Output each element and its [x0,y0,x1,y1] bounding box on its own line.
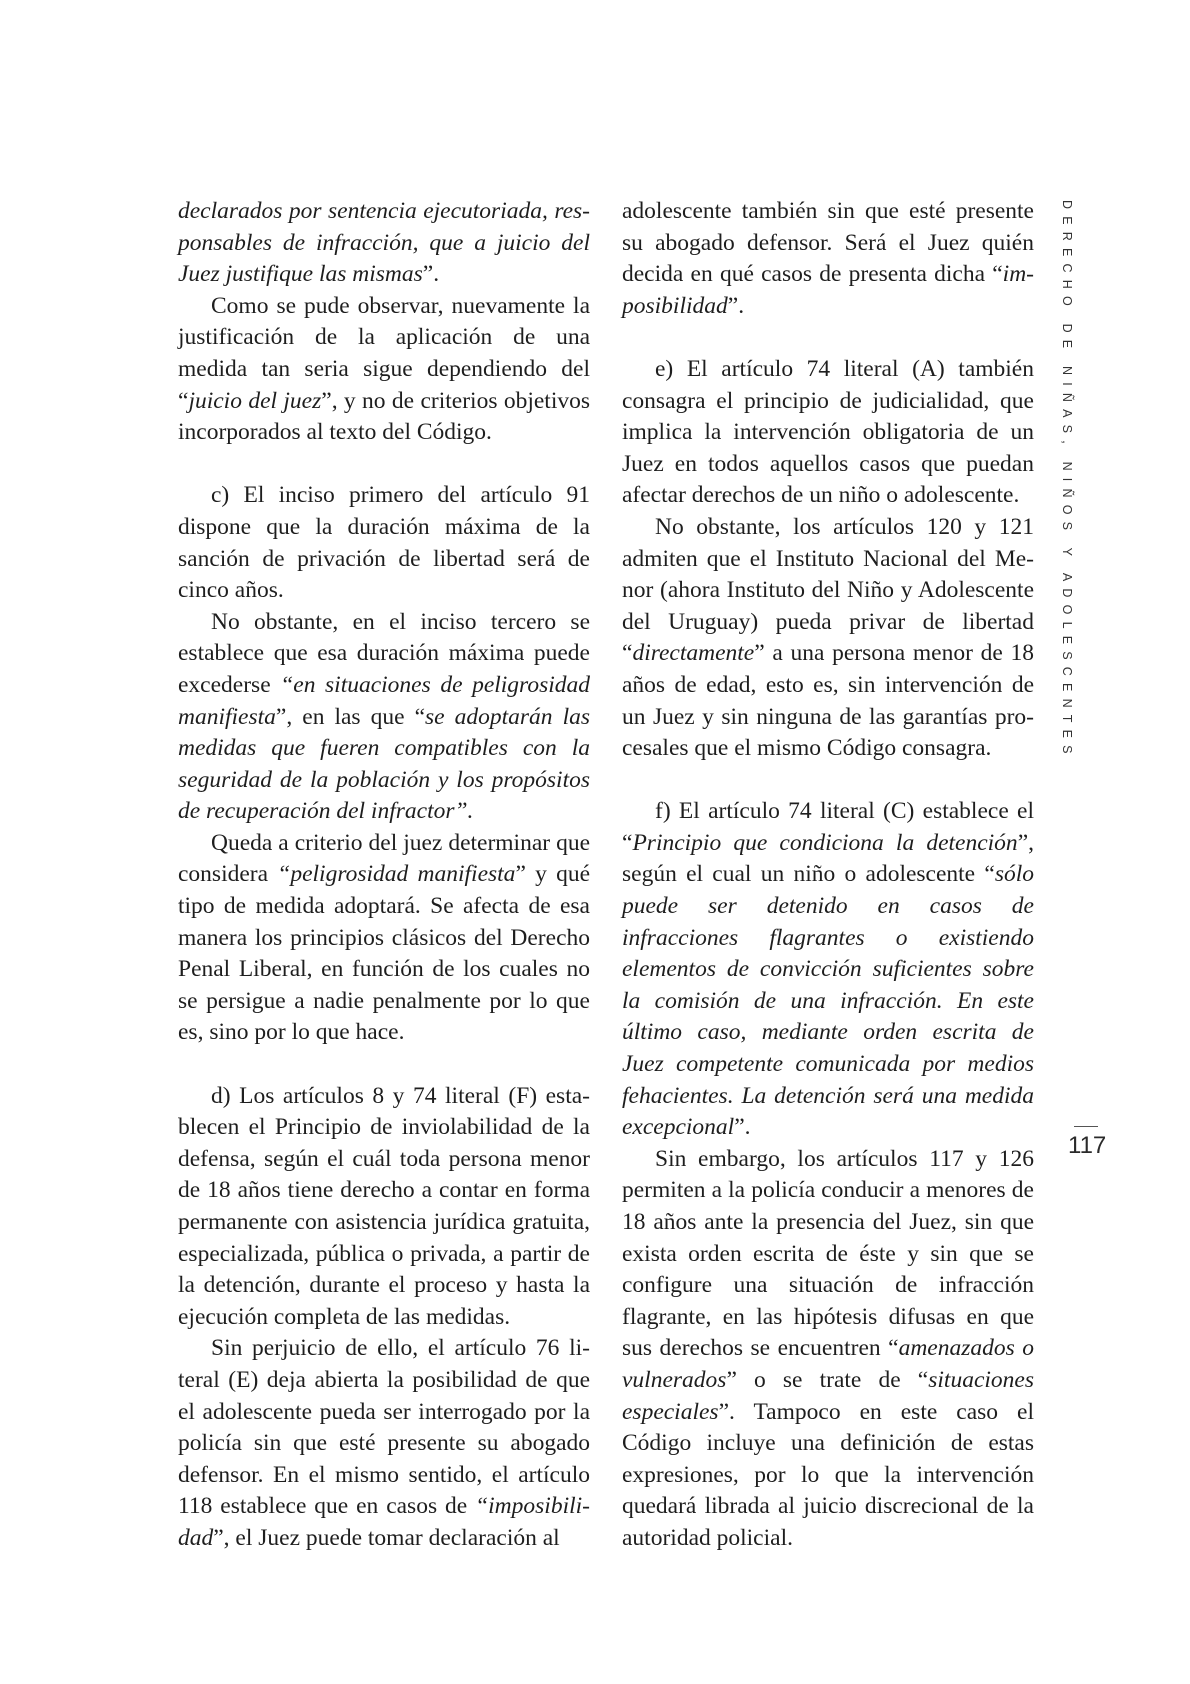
paragraph [622,196,1034,322]
paragraph [622,512,1034,765]
text-run: c) El inciso primero del artículo 91 dispone que la duración máxima de la sanción de privación de libertad será de cinco años. [178,482,590,604]
paragraph [178,291,590,449]
text-run: ”. [734,1114,751,1141]
paragraph [178,607,590,828]
text-run: ” y qué tipo de medida adoptará. Se afecta de esa manera los principios clásicos del Derecho Penal Liberal, en función de los cuales no se persigue a nadie penalmente por lo que es, sino por lo que hace. [178,861,591,1046]
text-run: ”. [727,292,745,319]
italic-text: imposibilidad [622,261,1034,319]
paragraph [622,796,1034,1144]
italic-text: “en situaciones de peligrosidad manifiesta [178,671,591,730]
text-run: ” o se trate de “ [726,1366,929,1393]
text-run: e) El artículo 74 literal (A) también consagra el principio de judicialidad, que implica la intervención obligatoria de un Juez en todos aquellos casos que puedan afectar derechos de un niño o adolescente. [622,355,1034,509]
italic-text: juicio del juez [188,387,322,414]
text-run: Sin perjuicio de ello, el artículo 76 literal (E) deja abierta la posibilidad de que el adolescente pueda ser interrogado por la policía sin que esté presente su abogado defensor. En el mismo sentido, el artículo 118 establece que en casos de [178,1335,590,1520]
italic-text: situaciones especiales [622,1366,1034,1425]
paragraph [622,1144,1034,1555]
right-column [622,196,1034,1555]
text-run: d) Los artículos 8 y 74 literal (F) establecen el Principio de inviolabilidad de la defensa, según el cuál toda persona menor de 18 años tiene derecho a contar en forma permanente con asistencia jurídica gratuita, especializada, pública o privada, a partir de la detención, durante el proceso y hasta la ejecución completa de las medidas. [178,1082,590,1330]
text-run: Sin embargo, los artículos 117 y 126 permiten a la policía conducir a menores de 18 años ante la presencia del Juez, sin que exista orden escrita de éste y sin que se configure una situación de infracción flagrante, en las hipótesis difusas en que sus derechos se encuentren “ [622,1145,1034,1362]
text-run: ”. Tampoco en este caso el Código incluye una definición de estas expresiones, por lo que la intervención quedará librada al juicio discrecional de la autoridad policial. [622,1398,1034,1551]
italic-text: directamente [632,640,755,667]
running-head: DERECHO DE NIÑAS, NIÑOS Y ADOLESCENTES [1060,200,1074,761]
text-run: ”. [422,261,440,288]
text-run: Como se pude observar, nuevamente la justificación de la aplicación de una medida tan seria sigue dependiendo del “ [178,292,590,414]
paragraph [178,1333,590,1554]
text-run: ”, según el cual un niño o adolescente “ [622,829,1034,888]
italic-text: “peligrosidad manifiesta [277,861,516,888]
italic-text: “imposibilidad [178,1493,590,1551]
paragraph [622,354,1034,512]
text-run: ”, el Juez puede tomar declaración al [213,1524,560,1551]
italic-text: sólo puede ser detenido en casos de infracciones flagrantes o existiendo elementos de convicción suficientes sobre la comisión de una infracción. En este último caso, mediante orden escrita de Juez competente comunicada por medios fehacientes. La detención será una medida excepcional [622,861,1034,1141]
italic-text: Principio que condiciona la detención [632,829,1018,856]
paragraph [178,828,590,1049]
italic-text: declarados por sentencia ejecutoriada, responsables de infracción, que a juicio del Juez justifique las mismas [178,198,590,288]
paragraph [178,1081,590,1334]
text-run: No obstante, los artículos 120 y 121 admiten que el Instituto Nacional del Menor (ahora Instituto del Niño y Adolescente del Uruguay) pueda privar de libertad “ [622,513,1034,667]
text-run: ” a una persona menor de 18 años de edad, esto es, sin intervención de un Juez y sin ninguna de las garantías procesales que el mismo Código consagra. [622,640,1034,762]
paragraph [178,196,590,291]
text-run: ”, y no de criterios objetivos incorporados al texto del Código. [178,387,590,446]
text-run: ”, en las que “ [275,703,425,730]
left-column [178,196,590,1555]
text-run: Queda a criterio del juez determinar que considera [178,829,590,888]
text-run: No obstante, en el inciso tercero se establece que esa duración máxima puede excederse [178,608,590,698]
italic-text: se adoptarán las medidas que fueren compatibles con la seguridad de la población y los propósitos de recuperación del infractor”. [178,703,590,825]
paragraph [178,480,590,606]
text-run: f) El artículo 74 literal (C) establece el “ [622,798,1034,856]
page-number: 117 [1068,1132,1107,1159]
italic-text: amenazados o vulnerados [622,1335,1034,1393]
text-run: adolescente también sin que esté presente su abogado defensor. Será el Juez quién decida en qué casos de presenta dicha “ [622,198,1034,288]
page-number-rule [1074,1126,1098,1127]
